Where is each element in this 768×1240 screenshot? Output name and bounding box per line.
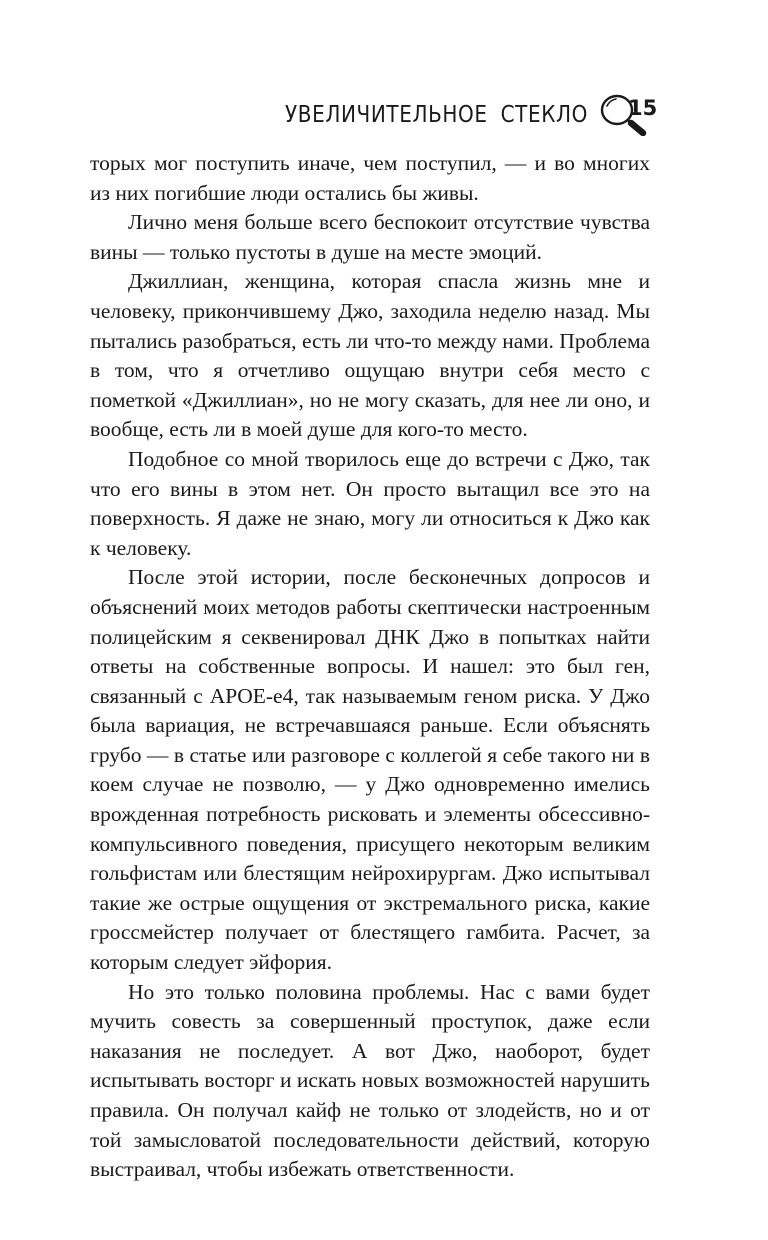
paragraph-2: Лично меня больше всего беспокоит отсутствие чувства вины — только пустоты в душе на месте эмоций. <box>90 210 650 264</box>
paragraph-1: торых мог поступить иначе, чем поступил, — и во многих из них погибшие люди остались бы живы. <box>90 151 650 205</box>
paragraph-4: Подобное со мной творилось еще до встречи с Джо, так что его вины в этом нет. Он просто вытащил все это на поверхность. Я даже не знаю, могу ли относиться к Джо как к человеку. <box>90 446 650 560</box>
running-head <box>285 92 650 136</box>
paragraph-5: После этой истории, после бесконечных допросов и объяснений моих методов работы скептически настроенным полицейским я секвенировал ДНК Джо в попытках найти ответы на собственные вопросы. И нашел: это был ген, связанный с APOE-e4, так называемым геном риска. У Джо была вариация, не встречавшаяся раньше. Если объяснять грубо — в статье или разговоре с коллегой я себе такого ни в коем случае не позволю, — у Джо одновременно имелись врожденная потребность рисковать и элементы обсессивно-компульсивного поведения, присущего некоторым великим гольфистам или блестящим нейрохирургам. Джо испытывал такие же острые ощущения от экстремального риска, какие гроссмейстер получает от блестящего гамбита. Расчет, за которым следует эйфория. <box>90 565 650 975</box>
paragraph-3: Джиллиан, женщина, которая спасла жизнь мне и человеку, прикончившему Джо, заходила неделю назад. Мы пытались разобраться, есть ли что-то между нами. Проблема в том, что я отчетливо ощущаю внутри себя место с пометкой «Джиллиан», но не могу сказать, для нее ли оно, и вообще, есть ли в моей душе для кого-то место. <box>90 269 650 442</box>
paragraph-6: Но это только половина проблемы. Нас с вами будет мучить совесть за совершенный проступок, даже если наказания не последует. А вот Джо, наоборот, будет испытывать восторг и искать новых возможностей нарушить правила. Он получал кайф не только от злодейств, но и от той замысловатой последовательности действий, которую выстраивал, чтобы избежать ответственности. <box>90 979 650 1182</box>
running-title: УВЕЛИЧИТЕЛЬНОЕ СТЕКЛО <box>284 100 588 128</box>
page-number: 15 <box>628 96 658 120</box>
body-text <box>90 149 650 1185</box>
